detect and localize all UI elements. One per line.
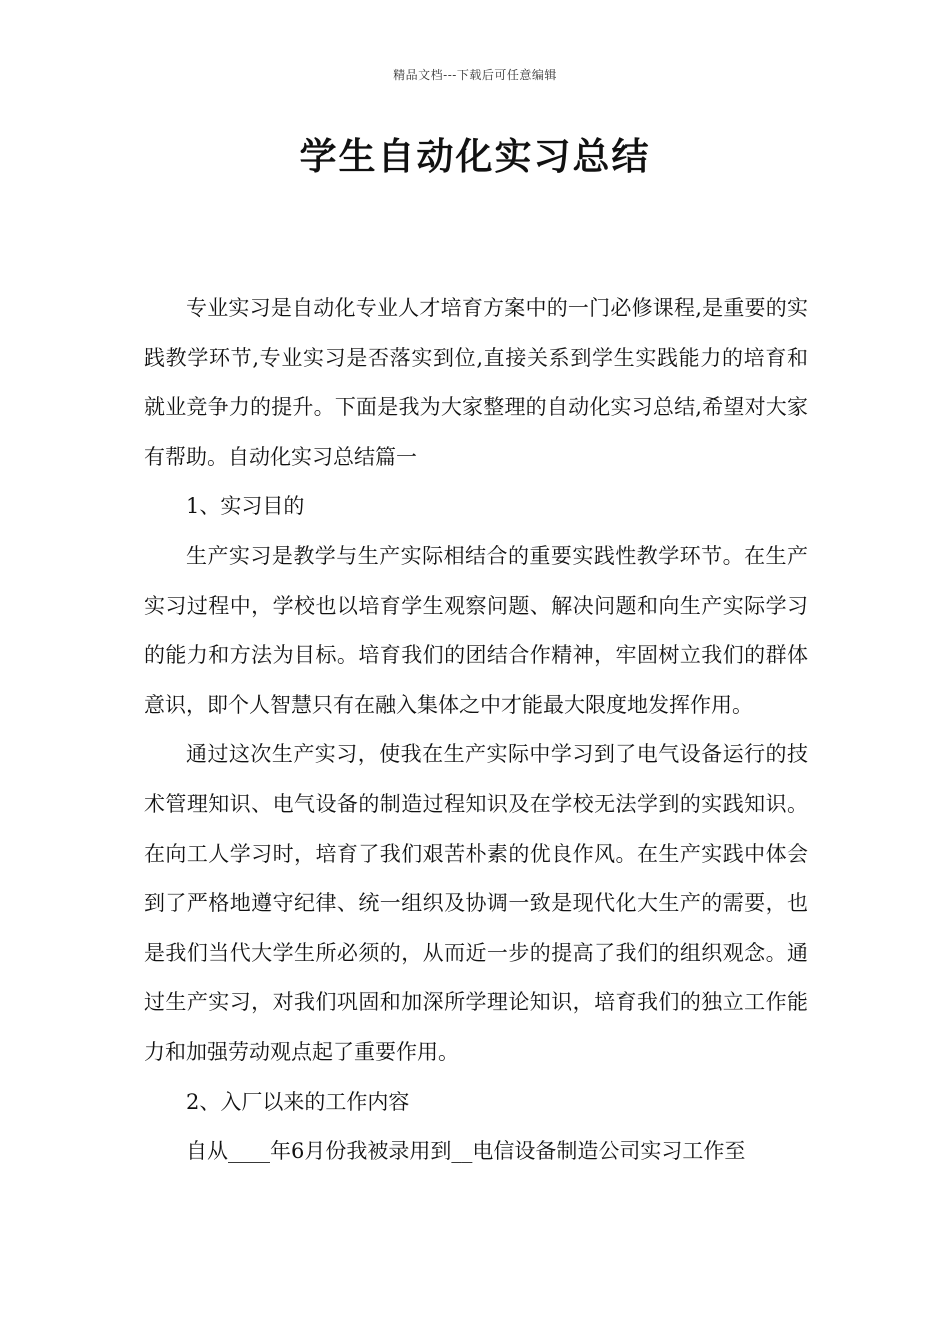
paragraph-experience: 通过这次生产实习，使我在生产实际中学习到了电气设备运行的技术管理知识、电气设备的制造过程知识及在学校无法学到的实践知识。在向工人学习时，培育了我们艰苦朴素的优良作风。在生产实践中体会到了严格地遵守纪律、统一组织及协调一致是现代化大生产的需要，也是我们当代大学生所必须的，从而近一步的提高了我们的组织观念。通过生产实习，对我们巩固和加深所学理论知识，培育我们的独立工作能力和加强劳动观点起了重要作用。 [144, 742, 808, 1064]
header-note: 精品文档---下载后可任意编辑 [393, 68, 557, 82]
paragraph-work-start: 自从____年6月份我被录用到__电信设备制造公司实习工作至 [186, 1139, 746, 1164]
section-heading-purpose: 1、实习目的 [186, 494, 305, 519]
document-body [144, 284, 808, 1177]
paragraph-intro: 专业实习是自动化专业人才培育方案中的一门必修课程,是重要的实践教学环节,专业实习是否落实到位,直接关系到学生实践能力的培育和就业竞争力的提升。下面是我为大家整理的自动化实习总结,希望对大家有帮助。自动化实习总结篇一 [144, 296, 808, 469]
document-title: 学生自动化实习总结 [299, 135, 651, 178]
section-heading-work: 2、入厂以来的工作内容 [186, 1089, 410, 1114]
paragraph-purpose: 生产实习是教学与生产实际相结合的重要实践性教学环节。在生产实习过程中，学校也以培育学生观察问题、解决问题和向生产实际学习的能力和方法为目标。培育我们的团结合作精神，牢固树立我们的群体意识，即个人智慧只有在融入集体之中才能最大限度地发挥作用。 [144, 543, 808, 717]
